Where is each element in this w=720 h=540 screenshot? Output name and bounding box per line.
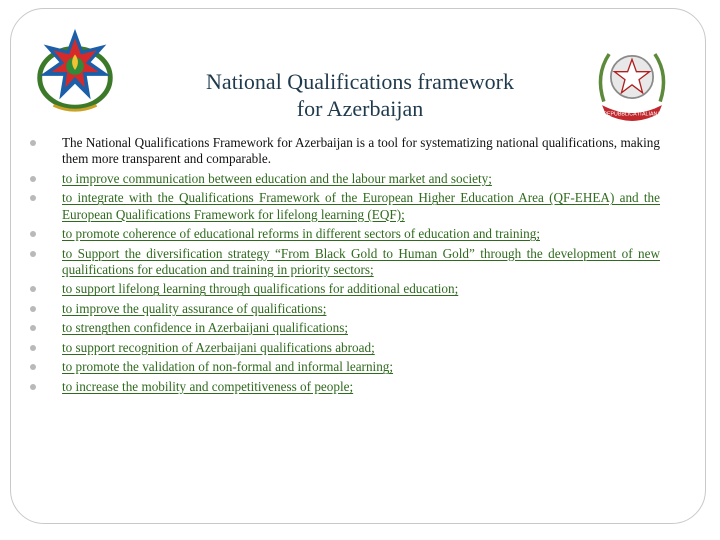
bullet-dot bbox=[30, 176, 36, 182]
bullet-text: to promote coherence of educational reforms in different sectors of education and training; bbox=[62, 226, 540, 242]
bullet-text: to improve the quality assurance of qualifications; bbox=[62, 300, 327, 316]
list-item bbox=[30, 340, 660, 356]
list-item bbox=[30, 320, 660, 336]
italy-emblem-icon bbox=[588, 36, 676, 132]
bullet-dot bbox=[30, 364, 36, 370]
bullet-text: to Support the diversification strategy “From Black Gold to Human Gold” through the development of new qualifications for education and training in priority sectors; bbox=[62, 245, 660, 277]
list-item bbox=[30, 171, 660, 187]
title-line-2: for Azerbaijan bbox=[296, 96, 424, 121]
bullet-text: to improve communication between education and the labour market and society; bbox=[62, 170, 492, 186]
bullet-list bbox=[30, 135, 660, 398]
bullet-dot bbox=[30, 325, 36, 331]
bullet-dot bbox=[30, 251, 36, 257]
bullet-text: to strengthen confidence in Azerbaijani qualifications; bbox=[62, 320, 348, 336]
bullet-text: to integrate with the Qualifications Framework of the European Higher Education Area (QF-EHEA) and the European Qualifications Framework for lifelong learning (EQF); bbox=[62, 190, 660, 222]
title-line-1: National Qualifications framework bbox=[206, 69, 514, 94]
bullet-text: to promote the validation of non-formal and informal learning; bbox=[62, 359, 394, 375]
bullet-dot bbox=[30, 384, 36, 390]
bullet-dot bbox=[30, 345, 36, 351]
bullet-dot bbox=[30, 140, 36, 146]
bullet-dot bbox=[30, 231, 36, 237]
page-title bbox=[150, 68, 570, 122]
list-item bbox=[30, 190, 660, 223]
list-item bbox=[30, 246, 660, 279]
bullet-text: to increase the mobility and competitiveness of people; bbox=[62, 378, 354, 394]
italy-emblem-label: REPUBBLICA ITALIANA bbox=[603, 111, 661, 118]
list-item bbox=[30, 379, 660, 395]
list-item bbox=[30, 226, 660, 242]
azerbaijan-emblem-icon bbox=[26, 20, 124, 120]
list-item bbox=[30, 359, 660, 375]
bullet-text: to support recognition of Azerbaijani qualifications abroad; bbox=[62, 339, 375, 355]
list-item bbox=[30, 301, 660, 317]
bullet-text: to support lifelong learning through qualifications for additional education; bbox=[62, 281, 459, 297]
bullet-dot bbox=[30, 286, 36, 292]
list-item bbox=[30, 281, 660, 297]
bullet-dot bbox=[30, 306, 36, 312]
bullet-text: The National Qualifications Framework for Azerbaijan is a tool for systematizing national qualifications, making them more transparent and comparable. bbox=[62, 135, 660, 167]
list-item bbox=[30, 135, 660, 168]
bullet-dot bbox=[30, 195, 36, 201]
